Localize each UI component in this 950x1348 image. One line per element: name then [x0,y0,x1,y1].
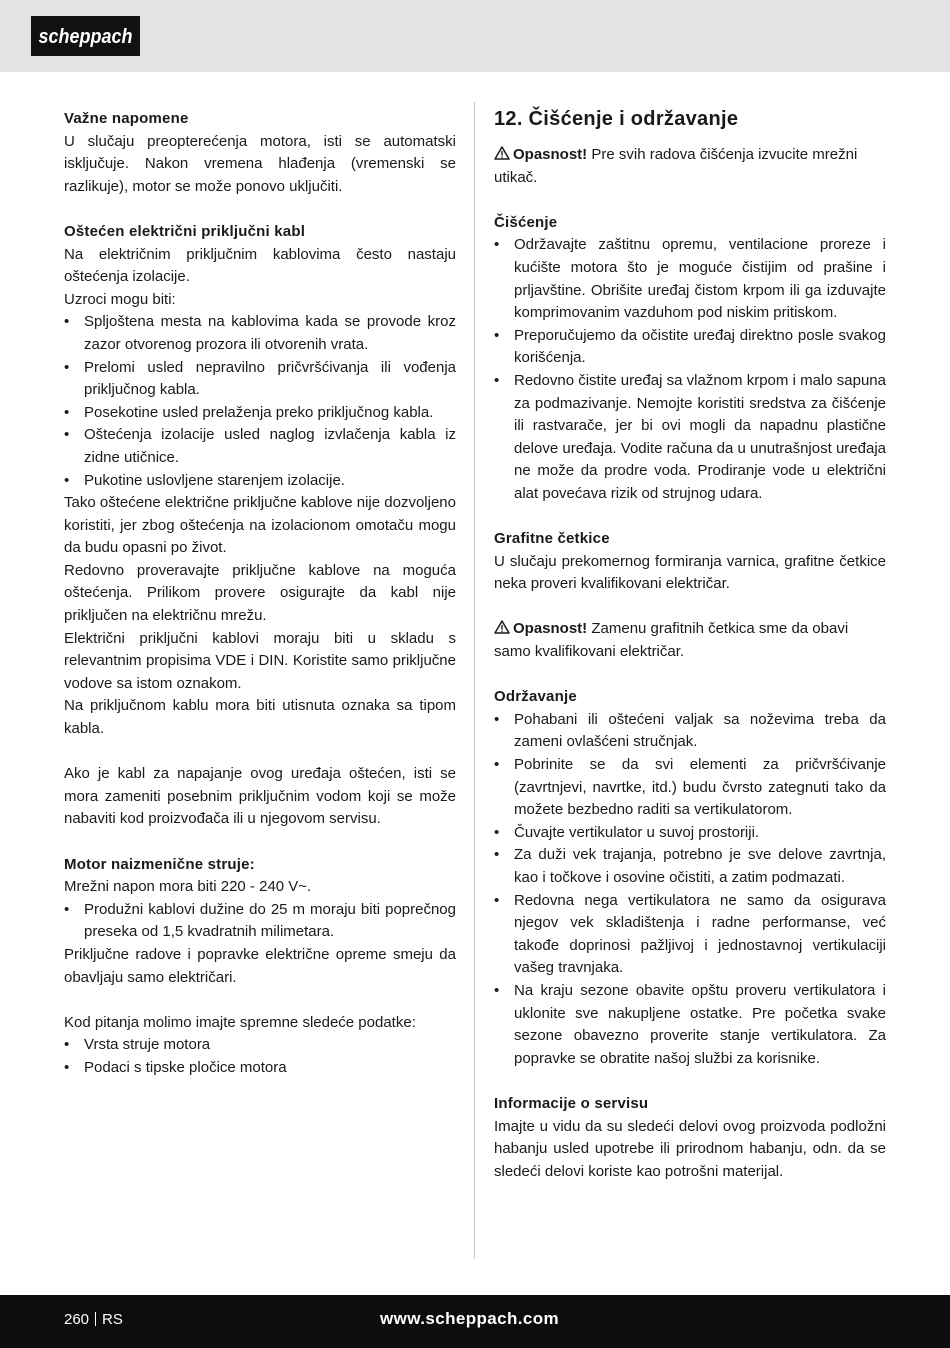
list-item: • Za duži vek trajanja, potrebno je sve delove zavrtnja, kao i točkove i osovine očistiti, a zatim podmazati. [494,846,886,886]
list-item: • Redovna nega vertikulatora ne samo da osigurava njegov vek skladištenja i radne performanse, već takođe doprinosi pažljivoj i jednostavnoj vertikulaciji vašeg travnjaka. [494,891,886,977]
cleaning-list [494,234,886,505]
danger-text: Zamenu grafitnih četkica sme da obavi samo kvalifikovani električar. [494,620,849,661]
damaged-cable-p5: Ako je kabl za napajanje ovog uređaja oštećen, isti se mora zameniti posebnim priključnim vodom koji se može nabaviti kod proizvođača ili u njegovom servisu. [64,765,456,828]
causes-label: Uzroci mogu biti: [64,290,176,308]
list-item: • Produžni kablovi dužine do 25 m moraju biti poprečnog preseka od 1,5 kvadratnih milimetara. [64,900,456,941]
ac-motor-heading: Motor naizmenične struje: [64,855,255,873]
cleaning-heading: Čišćenje [494,213,558,231]
damaged-cable-p4: Na priključnom kablu mora biti utisnuta oznaka sa tipom kabla. [64,697,456,738]
list-item: • Vrsta struje motora [64,1036,211,1054]
list-item: • Pukotine uslovljene starenjem izolacije. [64,471,345,489]
language-code: RS [102,1311,123,1328]
page-footer [0,1295,950,1348]
important-notes-heading: Važne napomene [64,110,189,127]
list-item: • Podaci s tipske pločice motora [64,1058,287,1076]
right-column [494,108,886,1183]
list-item: • Redovno čistite uređaj sa vlažnom krpom i malo sapuna za podmazivanje. Nemojte koristiti sredstva za čišćenje ili rastvarače, jer bi ovi mogli da napadnu plastične delove uređaja. Vodite računa da u unutrašnjost uređaja ne može da prodre voda. Prodiranje vode u električni alat povećava rizik od strujnog udara. [494,371,886,502]
list-item: • Preporučujemo da očistite uređaj direktno posle svakog korišćenja. [494,326,886,367]
damaged-cable-p1: Tako oštećene električne priključne kablove nije dozvoljeno koristiti, jer zbog oštećenja na izolacionom omotaču mogu da budu opasni po život. [64,494,456,557]
danger-label: Opasnost! [513,620,588,638]
left-column [64,108,456,1080]
danger-note-1 [494,144,886,189]
website-link[interactable]: www.scheppach.com [380,1309,560,1328]
list-item: • Posekotine usled prelaženja preko priključnog kabla. [64,403,434,421]
maintenance-heading: Održavanje [494,688,577,706]
list-item: • Prelomi usled nepravilno pričvršćivanja ili vođenja priključnog kabla. [64,358,456,399]
page-header [0,0,950,72]
questions-list [64,1034,456,1079]
logo-text: scheppach [38,26,133,48]
damaged-cable-p3: Električni priključni kablovi moraju biti u skladu s relevantnim propisima VDE i DIN. Koristite samo priključne vodove sa istom oznakom. [64,629,456,692]
damaged-cable-intro: Na električnim priključnim kablovima često nastaju oštećenja izolacije. [64,245,456,286]
page-number-separator [95,1312,96,1326]
list-item: • Održavajte zaštitnu opremu, ventilacione proreze i kućište motora što je moguće čistijim od prašine i prljavštine. Obrišite uređaj čistom krpom ili ga izduvajte komprimovanim vazduhom pod niskim pritiskom. [494,236,886,322]
page-number [64,1310,123,1330]
list-item: • Spljoštena mesta na kablovima kada se provode kroz zazor otvorenog prozora ili otvorenih vrata. [64,313,456,353]
damaged-cable-p2: Redovno proveravajte priključne kablove na moguća oštećenja. Prilikom provere osigurajte da kabl nije priključen na električnu mrežu. [64,561,456,625]
questions-label: Kod pitanja molimo imajte spremne sledeće podatke: [64,1013,416,1031]
service-heading: Informacije o servisu [494,1094,649,1112]
danger-label: Opasnost! [513,146,588,163]
maintenance-list [494,709,886,1071]
scheppach-logo [31,16,140,56]
list-item: • Pobrinite se da svi elementi za pričvršćivanje (zavrtnjevi, navrtke, itd.) budu čvrsto zategnuti tako da možete bezbedno raditi sa vertikulatorom. [494,756,886,819]
ac-motor-list [64,899,456,944]
warning-triangle-icon [494,619,510,633]
damaged-cable-heading: Oštećen električni priključni kabl [64,222,306,240]
list-item: • Pohabani ili oštećeni valjak sa noževima treba da zameni ovlašćeni stručnjak. [494,710,886,751]
ac-motor-p1: Priključne radove i popravke električne opreme smeju da obavljaju samo električari. [64,945,456,986]
warning-triangle-icon [494,145,510,159]
ac-motor-voltage: Mrežni napon mora biti 220 - 240 V~. [64,878,312,896]
page-number-value: 260 [64,1311,90,1328]
causes-list [64,311,456,492]
section-title: 12. Čišćenje i održavanje [494,108,739,130]
column-divider [474,102,475,1259]
important-notes-text: U slučaju preopterećenja motora, isti se automatski isključuje. Nakon vremena hlađenja (vremenski se razlikuje), motor se može ponovo uključiti. [64,132,456,195]
list-item: • Oštećenja izolacije usled naglog izvlačenja kabla iz zidne utičnice. [64,426,456,466]
danger-note-2 [494,618,886,663]
service-text: Imajte u vidu da su sledeći delovi ovog proizvoda podložni habanju usled upotrebe ili prirodnom habanju, odn. da se sledeći delovi koriste kao potrošni materijal. [494,1117,886,1180]
list-item: • Na kraju sezone obavite opštu proveru vertikulatora i uklonite sve nakupljene ostatke. Pre početka svake sezone obavezno proverite stanje vertikulatora. Za popravke se obratite našoj službi za korisnike. [494,981,886,1067]
brushes-text: U slučaju prekomernog formiranja varnica, grafitne četkice neka proveri kvalifikovani električar. [494,552,886,593]
brushes-heading: Grafitne četkice [494,530,610,548]
list-item: • Čuvajte vertikulator u suvoj prostoriji. [494,823,760,841]
danger-text: Pre svih radova čišćenja izvucite mrežni utikač. [494,146,858,186]
